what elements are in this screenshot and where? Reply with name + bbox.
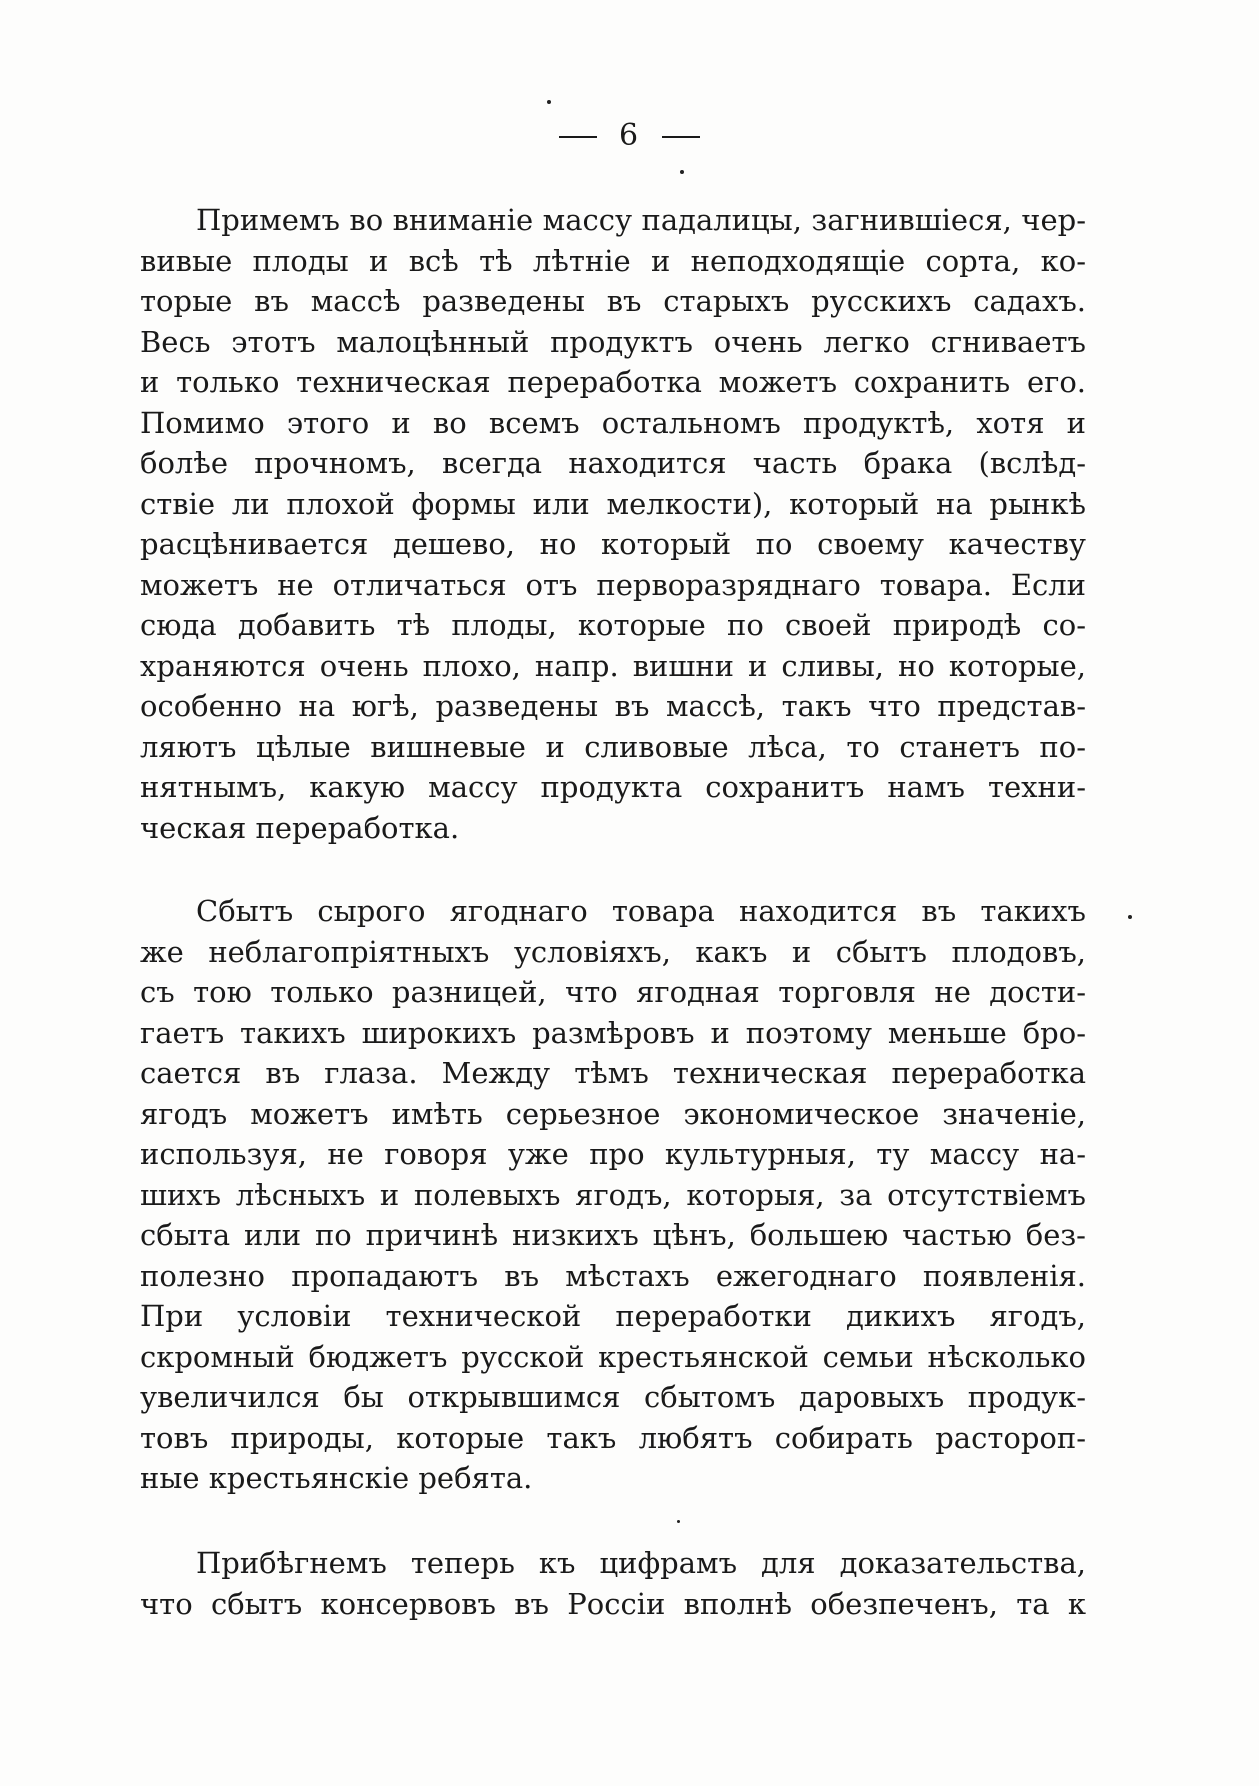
text-line: сается въ глаза. Между тѣмъ техническая переработка bbox=[140, 1056, 1086, 1090]
ink-speck bbox=[1128, 915, 1132, 919]
text-line: съ тою только разницей, что ягодная торговля не дости- bbox=[140, 975, 1086, 1009]
text-line: полезно пропадаютъ въ мѣстахъ ежегоднаго появленія. bbox=[140, 1258, 1086, 1293]
paragraph-1 bbox=[140, 200, 1086, 848]
text-line: расцѣнивается дешево, но который по своему качеству bbox=[140, 527, 1086, 561]
text-line: ляютъ цѣлые вишневые и сливовые лѣса, то станетъ по- bbox=[140, 729, 1086, 764]
text-line: Помимо этого и во всемъ остальномъ продуктѣ, хотя и bbox=[140, 405, 1086, 440]
text-line: Прибѣгнемъ теперь къ цифрамъ для доказательства, bbox=[196, 1546, 1086, 1580]
text-line: храняются очень плохо, напр. вишни и сливы, но которые, bbox=[140, 648, 1086, 683]
text-line: скромный бюджетъ русской крестьянской семьи нѣсколько bbox=[140, 1339, 1086, 1374]
text-line: же неблагопріятныхъ условіяхъ, какъ и сбытъ плодовъ, bbox=[140, 934, 1086, 969]
text-line: ягодъ можетъ имѣть серьезное экономическое значеніе, bbox=[140, 1096, 1086, 1131]
text-line: ствіе ли плохой формы или мелкости), который на рынкѣ bbox=[140, 486, 1086, 521]
text-line: вивые плоды и всѣ тѣ лѣтніе и неподходящіе сорта, ко- bbox=[140, 243, 1086, 278]
page-header bbox=[0, 118, 1259, 153]
text-line: увеличился бы открывшимся сбытомъ даровыхъ продук- bbox=[140, 1380, 1086, 1414]
text-line: можетъ не отличаться отъ перворазряднаго товара. Если bbox=[140, 567, 1086, 602]
header-dash-right bbox=[662, 136, 700, 138]
text-line: Примемъ во вниманіе массу падалицы, загнившіеся, чер- bbox=[196, 203, 1086, 237]
text-line: сбыта или по причинѣ низкихъ цѣнъ, большею частью без- bbox=[140, 1218, 1086, 1252]
text-line: шихъ лѣсныхъ и полевыхъ ягодъ, которыя, за отсутствіемъ bbox=[140, 1177, 1086, 1212]
ink-speck bbox=[680, 170, 684, 174]
paragraph-3 bbox=[140, 1543, 1086, 1624]
header-dash-left bbox=[559, 136, 597, 138]
text-line: Весь этотъ малоцѣнный продуктъ очень легко сгниваетъ bbox=[140, 324, 1086, 359]
text-line: особенно на югѣ, разведены въ массѣ, такъ что представ- bbox=[140, 689, 1086, 723]
text-line: нятнымъ, какую массу продукта сохранитъ намъ техни- bbox=[140, 770, 1086, 804]
text-line: Сбытъ сырого ягоднаго товара находится въ такихъ bbox=[196, 894, 1086, 928]
text-line: гаетъ такихъ широкихъ размѣровъ и поэтому меньше бро- bbox=[140, 1015, 1086, 1050]
paragraph-2 bbox=[140, 891, 1086, 1499]
text-line: что сбытъ консервовъ въ Россіи вполнѣ обезпеченъ, та к bbox=[140, 1586, 1086, 1621]
page-number: 6 bbox=[618, 118, 641, 153]
text-line: ные крестьянскіе ребята. bbox=[140, 1461, 533, 1495]
ink-speck bbox=[547, 100, 551, 104]
text-line: сюда добавить тѣ плоды, которые по своей природѣ со- bbox=[140, 608, 1086, 642]
text-line: При условіи технической переработки дикихъ ягодъ, bbox=[140, 1299, 1086, 1333]
text-line: используя, не говоря уже про культурныя, ту массу на- bbox=[140, 1137, 1086, 1171]
text-line: и только техническая переработка можетъ сохранить его. bbox=[140, 365, 1086, 399]
text-line: ческая переработка. bbox=[140, 810, 460, 845]
ink-speck bbox=[677, 1520, 680, 1523]
text-line: товъ природы, которые такъ любятъ собирать расторoп- bbox=[140, 1420, 1086, 1455]
text-line: торые въ массѣ разведены въ старыхъ русскихъ садахъ. bbox=[140, 284, 1086, 318]
text-line: болѣе прочномъ, всегда находится часть брака (вслѣд- bbox=[140, 446, 1086, 480]
